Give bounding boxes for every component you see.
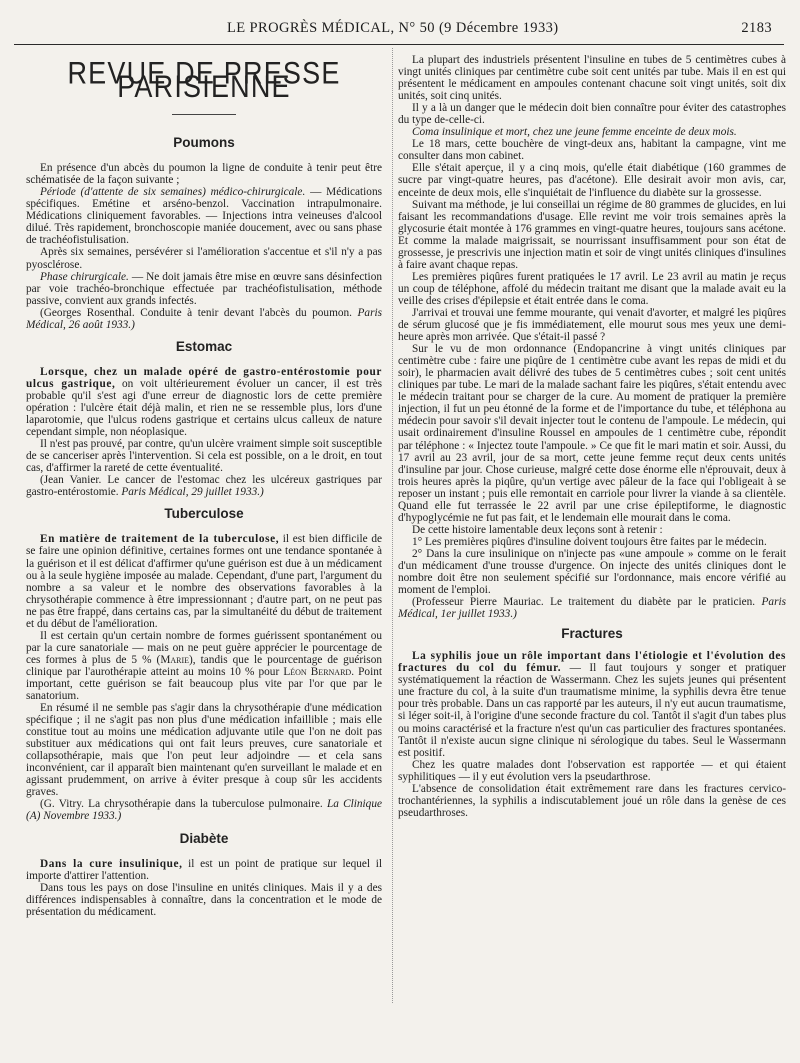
paragraph	[26, 366, 382, 438]
section-title-tuberculose: Tuberculose	[164, 506, 244, 522]
paragraph: Il y a là un danger que le médecin doit bien connaître pour éviter des catastrophes du type de-celle-ci.	[398, 102, 786, 127]
lead-run: Lorsque, chez un malade opéré de gastro-entérostomie pour ulcus gastrique,	[26, 365, 382, 390]
text-run: — Ne doit jamais être mise en œuvre sans désinfection par voie trachéo-bronchique effectuée par trachéofistulisation, méthode passive, convient aux grands infectés.	[26, 270, 382, 307]
section-title-estomac: Estomac	[175, 338, 233, 354]
cited-author: Léon Bernard	[283, 665, 352, 678]
paragraph	[26, 858, 382, 882]
reference-source: La Clinique (A) Novembre 1933.)	[26, 798, 382, 823]
column-divider	[392, 48, 393, 1003]
reference-text: (G. Vitry. La chrysothérapie dans la tuberculose pulmonaire.	[40, 798, 327, 811]
text-run: Il est certain qu'un certain nombre de formes guérissent spontanément ou par la cure sanatoriale — mais on ne peut guère apprécier le pourcentage de ces formes à plus de 5 % (	[26, 629, 382, 666]
paragraph: De cette histoire lamentable deux leçons sont à retenir :	[412, 523, 663, 536]
italic-run: Période (d'attente de six semaines) médico-chirurgicale.	[40, 186, 306, 199]
paragraph: La plupart des industriels présentent l'insuline en tubes de 5 centimètres cubes à vingt unités cliniques par centimètre cube soit cent unités par tube. Mais il en est qui présentent le médicament en ampoules contenant chacune soit vingt unités, soit dix unités, soit cinq unités.	[398, 54, 786, 103]
text-run: ), tandis que le pourcentage de guérison clinique par l'aurothérapie atteint au moins 10 % pour	[26, 653, 382, 678]
text-run: — Médications spécifiques. Emétine et arséno-benzol. Vaccination intrapulmonaire. Médications cliniquement favorables. — Injections intra veineuses d'alcool dilué. Très rapidement, bronchoscopie maniée doucement, avec ou sans phase de trachéofistulisation.	[26, 186, 382, 247]
rubric-rule	[172, 114, 236, 115]
section-title-fractures: Fractures	[561, 626, 623, 642]
text-run: on voit ultérieurement évoluer un cancer, il est très probable qu'il s'est agi d'une erreur de diagnostic lors de cette première opération : l'ulcère était déjà malin, et rien ne se ressemble plus, lors d'une laparotomie, que l'ulcus rodens gastrique et certains ulcus calleux de nature cependant simple, non néoplasique.	[26, 377, 382, 439]
left-column	[26, 54, 382, 918]
paragraph: Elle s'était aperçue, il y a cinq mois, qu'elle était diabétique (160 grammes de sucre par vingt-quatre heures, pas d'acétone). Elle desirait avoir mon avis, car, enceinte de deux mois, elle s'inquiétait de l'influence du diabète sur la grossesse.	[398, 162, 786, 199]
reference	[398, 596, 786, 620]
paragraph: Chez les quatre malades dont l'observation est rapportée — et qui étaient syphilitiques — il y eut évolution vers la pseudarthrose.	[398, 758, 786, 783]
right-column	[398, 54, 786, 819]
page-number: 2183	[741, 20, 772, 36]
reference-source: Paris Médical, 26 août 1933.)	[26, 306, 382, 331]
section-title-diabete: Diabète	[179, 830, 229, 846]
journal-header: LE PROGRÈS MÉDICAL, N° 50 (9 Décembre 1933)	[227, 20, 559, 36]
text-run: . Point important, cette guérison se fait beaucoup plus vite par l'or que par le sanatorium.	[26, 665, 382, 703]
rubric-title: REVUE DE PRESSE PARISIENNE	[67, 55, 341, 105]
reference	[26, 307, 382, 331]
cited-author: Marie	[160, 653, 190, 666]
reference-source: Paris Médical, 1er juillet 1933.)	[398, 596, 786, 621]
reference	[26, 474, 382, 498]
case-title: Coma insulinique et mort, chez une jeune femme enceinte de deux mois.	[412, 126, 737, 139]
paragraph: Après six semaines, persévérer si l'amélioration s'accentue et s'il n'y a pas pyosclérose.	[26, 246, 382, 271]
lead-run: En matière de traitement de la tuberculose,	[40, 533, 280, 546]
reference-text: (Georges Rosenthal. Conduite à tenir devant l'abcès du poumon.	[40, 306, 358, 319]
paragraph: 1° Les premières piqûres d'insuline doivent toujours être faites par le médecin.	[412, 535, 767, 548]
section-title-poumons: Poumons	[173, 135, 235, 151]
paragraph: Suivant ma méthode, je lui conseillai un régime de 80 grammes de glucides, en lui faisant les recommandations d'usage. Elle revint me voir trois semaines après la glycosurie était montée à 176 grammes en vingt-quatre heures, toujours sans acétone. Et comme la malade maigrissait, se nourrissant insuffisamment pour son état de grossesse, je prescrivis une injection matin et soir de vingt unités cliniques d'insulines à faire avant chaque repas.	[398, 198, 786, 271]
paragraph: J'arrivai et trouvai une femme mourante, qui venait d'avorter, et malgré les piqûres de sérum glucosé que je fis immédiatement, elle mourut sous mes yeux une demi-heure après mon arrivée. Que s'était-il passé ?	[398, 306, 786, 344]
text-run: il est bien difficile de se faire une opinion définitive, certaines formes ont une tendance spontanée à la guérison et il est délicat d'affirmer qu'une guérison est due à un médicament ou à la seule hygiène imposée au malade. Cependant, d'une part, l'argument du nombre a sa valeur et le nombre des observations favorables à la chrysothérapie commence à être impressionnant ; d'autre part, on ne peut pas ne pas être frappé, dans certains cas, par la simultanéité du début de traitement et du début de l'amélioration.	[26, 533, 382, 630]
italic-run: Phase chirurgicale.	[40, 270, 129, 283]
reference-text: (Jean Vanier. Le cancer de l'estomac chez les ulcéreux gastriques par gastro-entérostomie.	[26, 474, 382, 499]
paragraph	[26, 630, 382, 702]
paragraph: L'absence de consolidation était extrêmement rare dans les fractures cervico-trochantériennes, la syphilis a indiscutablement joué un rôle dans la genèse de ces pseudarthroses.	[398, 782, 786, 819]
paragraph: Il n'est pas prouvé, par contre, qu'un ulcère vraiment simple soit susceptible de se canceriser après l'intervention. Si cela est possible, on a le droit, en tout cas, d'affirmer la rareté de cette éventualité.	[26, 438, 382, 475]
paragraph: 2° Dans la cure insulinique on n'injecte pas «une ampoule » comme on le ferait d'un médicament d'une trousse d'urgence. On injecte des unités cliniques dont le nombre doit être non seulement spécifié sur l'ordonnance, mais encore vérifié au moment de l'emploi.	[398, 547, 786, 597]
paragraph: En présence d'un abcès du poumon la ligne de conduite à tenir peut être schématisée de la façon suivante ;	[26, 162, 382, 187]
text-run: — Il faut toujours y songer et pratiquer systématiquement la réaction de Wassermann. Chez les sujets jeunes qui présentent une fracture du col, à la suite d'un traumatisme minime, la syphilis devra être tenue pour très probable. Dans un cas rapporté par les auteurs, il n'y eut aucun traumatisme, si léger soit-il, à l'origine d'une seconde fracture du col. Tantôt il s'agit d'un tabes plus ou moins caractérisé et la fracture n'est qu'un cas particulier des fractures spontanées. Tantôt il n'existe aucun signe clinique ni sérologique du tabes. Seul le Wassermann est positif.	[398, 662, 787, 759]
reference-source: Paris Médical, 29 juillet 1933.)	[121, 486, 264, 499]
running-head	[12, 18, 782, 42]
paragraph	[26, 186, 382, 246]
paragraph: Sur le vu de mon ordonnance (Endopancrine à vingt unités cliniques par centimètre cube : faire une piqûre de 1 centimètre cube avant les repas de midi et du soir), le pharmacien avait délivré des tubes de 5 centimètres cubes ; soit cent unités cliniques par tube. Le mari de la malade sachant faire les piqûres, s'était entendu avec le médecin traitant pour se charger de la cure. Au moment de pratiquer la première injection, il fut un peu étonné de la forme et de l'importance du tube, et téléphona au médecin pour savoir s'il devait injecter tout le contenu de l'ampoule. Le médecin, qui usait ordinairement d'insuline Roussel en ampoules de 1 centimètre cube, répondit par téléphone : « Injectez toute l'ampoule. » Ce que fit le mari matin et soir. Aussi, du 17 avril au 23 avril, jour de sa mort, cette jeune femme reçut deux cents unités d'insuline par jour. Chose curieuse, malgré cette dose énorme elle n'éprouvait, deux à trois heures après la piqûre, qu'un vertige avec pâleur de la face qui l'obligeait à se reposer un instant ; puis elle remontait en carriole pour livrer la viande à sa clientèle. Quand elle fut terrassée le 22 avril par une crise épileptiforme, le diagnostic d'hypoglycémie ne fut pas fait, et le lendemain elle mourait dans le coma.	[398, 343, 786, 524]
paragraph: Les premières piqûres furent pratiquées le 17 avril. Le 23 avril au matin je reçus un coup de téléphone, affolé du médecin traitant me disant que la malade avait eu la veille des crises d'épilepsie et était entrée dans le coma.	[398, 270, 786, 307]
text-run: il est un point de pratique sur lequel il importe d'attirer l'attention.	[26, 857, 382, 882]
lead-run: Dans la cure insulinique,	[40, 857, 183, 870]
reference-text: (Professeur Pierre Mauriac. Le traitement du diabète par le praticien.	[412, 596, 762, 609]
paragraph: Le 18 mars, cette bouchère de vingt-deux ans, habitant la campagne, vint me consulter dans mon cabinet.	[398, 138, 786, 163]
lead-run: La syphilis joue un rôle important dans l'étiologie et l'évolution des fractures du col du fémur.	[398, 650, 786, 675]
paragraph	[26, 533, 382, 629]
paragraph	[398, 650, 786, 758]
header-rule	[14, 44, 784, 45]
paragraph: Dans tous les pays on dose l'insuline en unités cliniques. Mais il y a des différences indispensables à connaître, dans la concentration et le mode de présentation du médicament.	[26, 881, 382, 918]
paragraph: En résumé il ne semble pas s'agir dans la chrysothérapie d'une médication spécifique ; il ne s'agit pas non plus d'une médication infaillible ; mais elle constitue tout au moins une médication adjuvante utile que l'on ne doit pas substituer aux médications qui ont fait leurs preuves, cure sanatoriale et collapsothérapie, mais que l'on peut leur adjoindre — et cela sans inconvénient, car il apparaît bien maintenant qu'en surveillant le malade et en agissant prudemment, on arrive à éviter presque à coup sûr les accidents graves.	[26, 702, 382, 799]
paragraph	[26, 271, 382, 307]
reference	[26, 798, 382, 822]
